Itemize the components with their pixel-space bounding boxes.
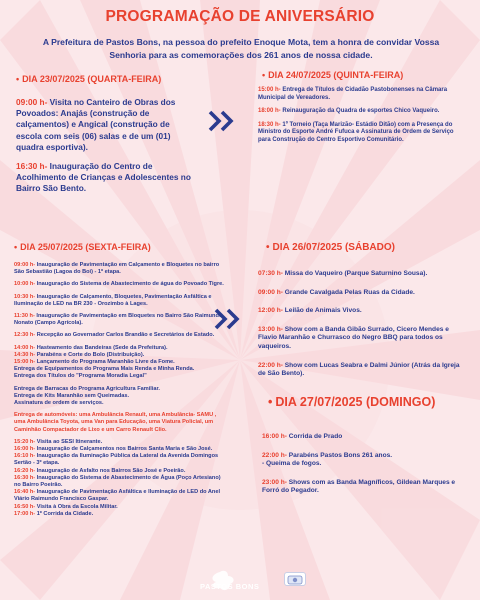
day-heading-24-07 [262, 70, 403, 80]
day-label: DIA 26/07/2025 (SÁBADO) [272, 242, 395, 253]
event-item: 10:30 h- Inauguração de Calçamento, Bloquetes, Pavimentação Asfáltica e Iluminação de LED na BR 230 - Orozimbo à Lages. [14, 293, 212, 307]
event-item: 07:30 h- Missa do Vaqueiro (Parque Saturnino Sousa). [258, 270, 428, 277]
event-item: Entrega de Barracas do Programa Agricultura Familiar. [14, 385, 160, 392]
day4-events [258, 270, 464, 379]
day-heading-26-07 [266, 242, 395, 253]
event-item: 16:30 h- Inauguração do Centro de Acolhimento de Crianças e Adolescentes no Bairro São Bento. [16, 161, 191, 194]
event-item: 16:40 h- Inauguração de Pavimentação Asfáltica e Iluminação de LED do Anel Viário Raimundo Francisco Gaspar. [14, 489, 220, 503]
page-title: PROGRAMAÇÃO DE ANIVERSÁRIO [105, 8, 375, 25]
event-item: 23:00 h- Shows com as Banda Magníficos, Gildean Marques e Forró do Pegador. [262, 478, 456, 495]
day3-events [14, 262, 224, 518]
day5-events [262, 433, 460, 496]
day-label: DIA 27/07/2025 (DOMINGO) [275, 395, 436, 409]
event-item: Assinatura de ordem de serviços. [14, 400, 104, 407]
event-item: 16:20 h- Inauguração de Asfalto nos Bairros São José e Poeirão. [14, 467, 186, 474]
event-item: 09:00 h- Inauguração de Pavimentação em Calçamento e Bloquetes no bairro São Sebastião (Lagoa do Boi) - 1º etapa. [14, 262, 220, 276]
day-heading-23-07 [16, 74, 161, 84]
event-item: 15:20 h- Visita ao SESI Itinerante. [14, 438, 103, 445]
bullet-icon: • [262, 70, 266, 80]
bullet-icon: • [16, 74, 20, 84]
event-item: - Queima de fogos. [262, 460, 322, 468]
logo-text: PASTOS BONS [200, 582, 260, 591]
event-item: 16:30 h- Inauguração do Sistema de Abastecimento de Água (Poço Artesiano) no Bairro Poeirão. [14, 474, 221, 489]
seal-icon [284, 572, 306, 586]
event-item: 12:00 h- Leilão de Animais Vivos. [258, 307, 362, 315]
event-item: Entrega de Kits Maranhão sem Queimadas. [14, 392, 130, 399]
day-heading-25-07 [14, 242, 151, 252]
event-item: Entrega dos Títulos do "Programa Moradia Legal" [14, 373, 147, 380]
event-item: 09:00 h- Visita no Canteiro de Obras dos Povoados: Anajás (construção de calçamentos) e Angical (construção de escola com seis (06) salas e de um (01) quadra esportiva). [16, 97, 176, 152]
chevron-right-icon [214, 308, 242, 330]
seal-graphic [285, 574, 305, 586]
bullet-icon: • [266, 242, 270, 253]
bullet-icon: • [14, 242, 18, 252]
day-label: DIA 23/07/2025 (QUARTA-FEIRA) [22, 74, 162, 84]
event-item: 18:00 h- Reinauguração da Quadra de esportes Chico Vaqueiro. [258, 108, 440, 115]
event-item: 14:00 h- Hasteamento das Bandeiras (Sede da Prefeitura). [14, 344, 168, 351]
event-item: 11:30 h- Inauguração de Pavimentação em Bloquetes no Bairro São Raimundo Nonato (Campo Agrícola). [14, 313, 223, 327]
bullet-icon: • [268, 395, 273, 409]
event-item: Entrega de automóveis: uma Ambulância Renault, uma Ambulância- SAMU , uma Ambulância Toyota, uma Van para Educação, uma Viatura Policial, um Caminhão Compactador de Lixo e um Carro Renault Clio. [14, 412, 217, 433]
event-item: 22:00 h- Parabéns Pastos Bons 261 anos. [262, 451, 393, 459]
chevron-right-icon [208, 110, 236, 132]
event-item: 10:00 h- Inauguração do Sistema de Abastecimento de água do Povoado Tigre. [14, 281, 224, 288]
event-item: 16:50 h- Visita à Obra da Escola Militar. [14, 503, 118, 510]
event-item: 16:00 h- Corrida de Prado [262, 433, 343, 440]
day-label: DIA 24/07/2025 (QUINTA-FEIRA) [268, 70, 404, 80]
event-item: 17:00 h- 1º Corrida da Cidade. [14, 510, 94, 517]
day2-events [258, 87, 454, 145]
day1-events [16, 97, 194, 195]
event-item: 18:30 h- 1º Torneio (Taça Marizão- Estádio Ditão) com a Presença do Ministro do Esporte André Fufuca e Assinatura de Ordem de Serviço para Construção do Centro Esportivo Comunitário. [258, 121, 454, 143]
event-item: 15:00 h- Entrega de Títulos de Cidadão Pastobonenses na Câmara Municipal de Vereadores. [258, 87, 448, 101]
event-item: 13:00 h- Show com a Banda Gibão Surrado, Cicero Mendes e Flavio Maranhão e Churrasco do Negro BBQ para todos os vaqueiros. [258, 325, 449, 350]
event-item: 14:30 h- Parabéns e Corte do Bolo (Distribuição). [14, 351, 145, 358]
event-item: 09:00 h- Grande Cavalgada Pelas Ruas da Cidade. [258, 288, 415, 296]
event-item: 16:00 h- Inauguração de Calçamentos nos Bairros Santa Maria e São José. [14, 446, 213, 453]
event-item: 22:00 h- Show com Lucas Seabra e Dalmi Júnior (Atrás da Igreja de São Bento). [258, 361, 460, 378]
day-label: DIA 25/07/2025 (SEXTA-FEIRA) [20, 242, 151, 252]
city-logo [190, 568, 280, 596]
day-heading-27-07 [268, 395, 435, 409]
intro-text: A Prefeitura de Pastos Bons, na pessoa do prefeito Enoque Mota, tem a honra de convidar Vossa Senhoria para as comemorações dos 261 anos de nossa cidade. [42, 37, 440, 60]
event-item: Entrega de Equipamentos do Programa Mais Renda e Minha Renda. [14, 366, 195, 373]
event-item: 15:00 h- Lançamento do Programa Maranhão Livre da Fome. [14, 359, 175, 366]
event-item: 16:10 h- Inauguração da Iluminação Pública da Lateral da Avenida Domingos Sertão - 3º etapa. [14, 453, 219, 467]
event-item: 12:30 h- Recepção ao Governador Carlos Brandão e Secretários de Estado. [14, 332, 215, 339]
